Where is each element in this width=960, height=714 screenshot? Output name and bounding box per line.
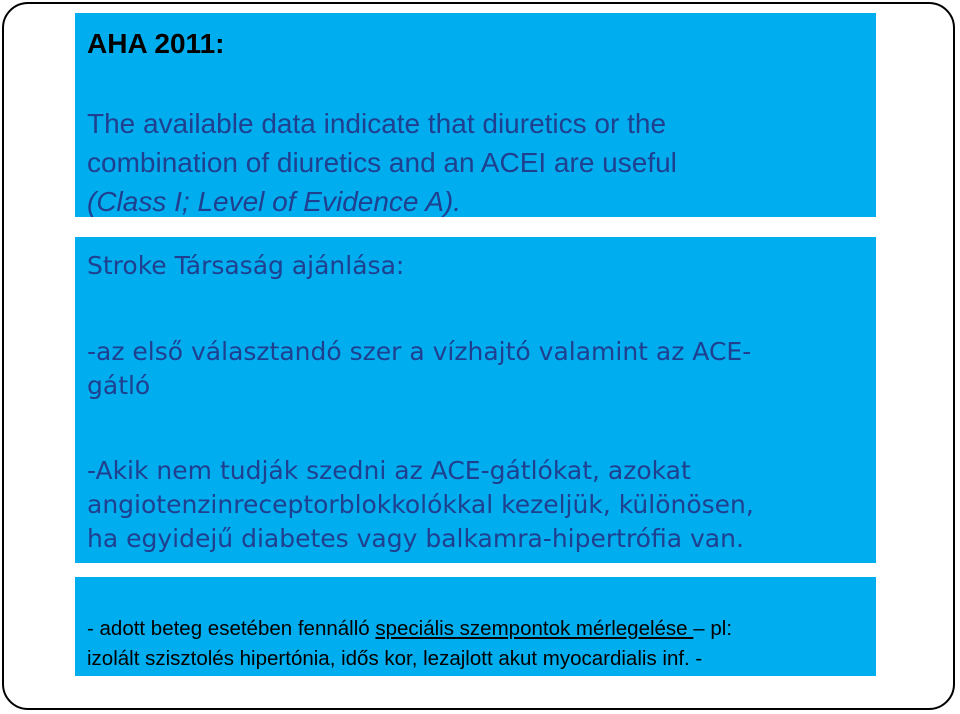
stroke-paragraph-alternative [87,454,864,556]
note-line-1-suffix: pl: [704,617,733,640]
aha-body-line-2: combination of diuretics and an ACEI are useful [87,147,677,178]
stroke-p2-line-1: -Akik nem tudják szedni az ACE-gátlókat, azokat [87,456,691,485]
note-line-1 [87,614,864,644]
note-dash: – [693,617,705,640]
aha-2011-box [75,13,876,217]
note-line-1-prefix: - adott beteg esetében fennálló [87,617,376,640]
stroke-title: Stroke Társaság ajánlása: [87,251,405,280]
aha-title: AHA 2011: [87,28,225,59]
note-underlined-phrase: speciális szempontok mérlegelése [375,617,694,640]
note-line-2: izolált szisztolés hipertónia, idős kor, lezajlott akut myocardialis inf. - [87,647,703,670]
aha-body-line-1: The available data indicate that diuretics or the [87,108,667,139]
stroke-p1-line-1: -az első választandó szer a vízhajtó valamint az ACE- [87,337,752,366]
stroke-p2-line-2: angiotenzinreceptorblokkolókkal kezeljük, különösen, [87,490,754,519]
aha-evidence-class: (Class I; Level of Evidence A). [87,186,462,217]
stroke-paragraph-first-choice [87,335,864,403]
special-considerations-box [75,577,876,676]
stroke-p2-line-3: ha egyidejű diabetes vagy balkamra-hipertrófia van. [87,524,744,553]
stroke-recommendation-box [75,237,876,563]
aha-body [87,104,864,221]
stroke-p1-line-2: gátló [87,371,151,400]
